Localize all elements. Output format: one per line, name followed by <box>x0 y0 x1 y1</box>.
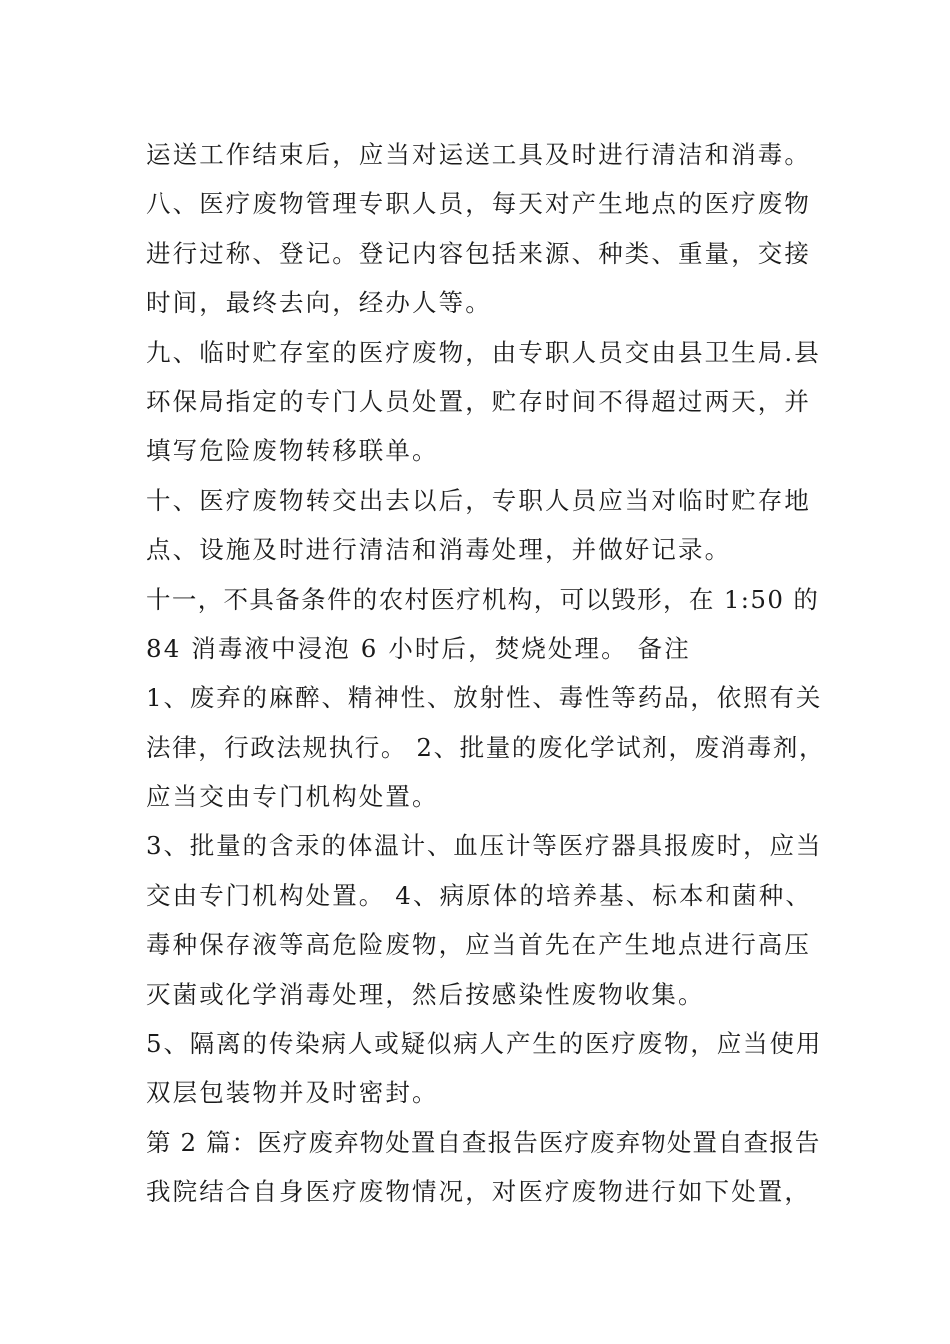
text-line: 5、隔离的传染病人或疑似病人产生的医疗废物，应当使用 <box>146 1029 823 1059</box>
text-line: 应当交由专门机构处置。 <box>146 782 439 812</box>
document-body <box>146 130 826 1217</box>
text-line: 84 消毒液中浸泡 6 小时后，焚烧处理。 备注 <box>146 633 691 663</box>
text-line: 我院结合自身医疗废物情况，对医疗废物进行如下处置， <box>146 1177 811 1207</box>
text-line: 九、临时贮存室的医疗废物，由专职人员交由县卫生局.县 <box>146 337 821 367</box>
text-line: 交由专门机构处置。 4、病原体的培养基、标本和菌种、 <box>146 880 812 910</box>
text-line: 环保局指定的专门人员处置，贮存时间不得超过两天，并 <box>146 386 811 416</box>
text-line: 第 2 篇：医疗废弃物处置自查报告医疗废弃物处置自查报告 <box>146 1127 821 1157</box>
text-line: 运送工作结束后，应当对运送工具及时进行清洁和消毒。 <box>146 140 811 169</box>
text-line: 八、医疗废物管理专职人员，每天对产生地点的医疗废物 <box>146 189 811 219</box>
text-line: 1、废弃的麻醉、精神性、放射性、毒性等药品，依照有关 <box>146 683 823 713</box>
text-line: 灭菌或化学消毒处理，然后按感染性废物收集。 <box>146 979 705 1009</box>
text-line: 法律，行政法规执行。 2、批量的废化学试剂，废消毒剂， <box>146 732 826 762</box>
text-line: 填写危险废物转移联单。 <box>146 436 439 466</box>
text-line: 3、批量的含汞的体温计、血压计等医疗器具报废时，应当 <box>146 831 823 861</box>
text-line: 十一，不具备条件的农村医疗机构，可以毁形，在 1:50 的 <box>146 584 820 614</box>
text-line: 毒种保存液等高危险废物，应当首先在产生地点进行高压 <box>146 930 811 960</box>
text-line: 点、设施及时进行清洁和消毒处理，并做好记录。 <box>146 535 732 565</box>
text-line: 时间，最终去向，经办人等。 <box>146 288 492 318</box>
text-line: 双层包装物并及时密封。 <box>146 1078 439 1108</box>
text-line: 十、医疗废物转交出去以后，专职人员应当对临时贮存地 <box>146 485 811 515</box>
text-line: 进行过称、登记。登记内容包括来源、种类、重量，交接 <box>146 238 811 268</box>
